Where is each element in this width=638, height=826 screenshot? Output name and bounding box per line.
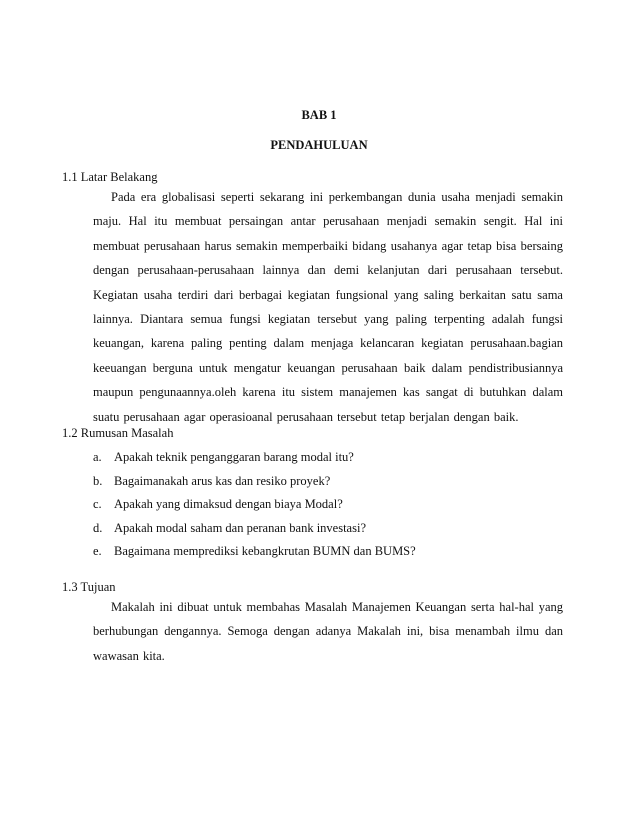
list-item-letter: e. <box>93 544 102 558</box>
list-item <box>93 540 563 564</box>
chapter-label: BAB 1 <box>301 108 337 122</box>
list-item <box>93 517 563 541</box>
list-item-text: Bagaimana memprediksi kebangkrutan BUMN dan BUMS? <box>114 544 416 558</box>
list-item-text: Apakah yang dimaksud dengan biaya Modal? <box>114 497 343 511</box>
list-item-letter: d. <box>93 520 103 535</box>
list-item-letter: a. <box>93 450 102 464</box>
section-heading-latar-belakang: 1.1 Latar Belakang <box>62 170 158 184</box>
list-item-letter: b. <box>93 473 103 488</box>
list-item-text: Apakah teknik penganggaran barang modal itu? <box>114 450 354 464</box>
chapter-title-text: PENDAHULUAN <box>270 138 368 152</box>
section-heading-tujuan: 1.3 Tujuan <box>62 580 116 594</box>
list-item <box>93 446 563 470</box>
question-list <box>93 446 563 564</box>
section-heading-rumusan-masalah: 1.2 Rumusan Masalah <box>62 426 174 440</box>
list-item <box>93 493 563 517</box>
list-item <box>93 470 563 494</box>
list-item-letter: c. <box>93 497 102 511</box>
chapter-title <box>0 138 638 153</box>
section-paragraph-latar-belakang: Pada era globalisasi seperti sekarang ini perkembangan dunia usaha menjadi semakin maju. Hal itu membuat persaingan antar perusahaan menjadi semakin sengit. Hal ini membuat perusahaan harus semakin memperbaiki bidang usahanya agar tetap bisa bersaing dengan perusahaan-perusahaan lainnya dan demi kelanjutan dari perusahaan tersebut. Kegiatan usaha terdiri dari berbagai kegiatan fungsional yang saling berkaitan satu sama lainnya. Diantara semua fungsi kegiatan tersebut yang paling terpenting adalah fungsi keuangan, karena paling penting dalam menjaga kelancaran kegiatan perusahaan.bagian keeuangan berguna untuk mengatur keuangan perusahaan baik dalam pendistribusiannya maupun pengunaannya.oleh karena itu sistem manajemen kas sangat di butuhkan dalam suatu perusahaan agar operasioanal perusahaan tersebut tetap berjalan dengan baik. <box>93 190 563 424</box>
section-paragraph-tujuan: Makalah ini dibuat untuk membahas Masalah Manajemen Keuangan serta hal-hal yang berhubungan dengannya. Semoga dengan adanya Makalah ini, bisa menambah ilmu dan wawasan kita. <box>93 600 563 663</box>
list-item-text: Apakah modal saham dan peranan bank investasi? <box>114 520 366 535</box>
chapter-heading <box>0 108 638 123</box>
list-item-text: Bagaimanakah arus kas dan resiko proyek? <box>114 473 331 488</box>
